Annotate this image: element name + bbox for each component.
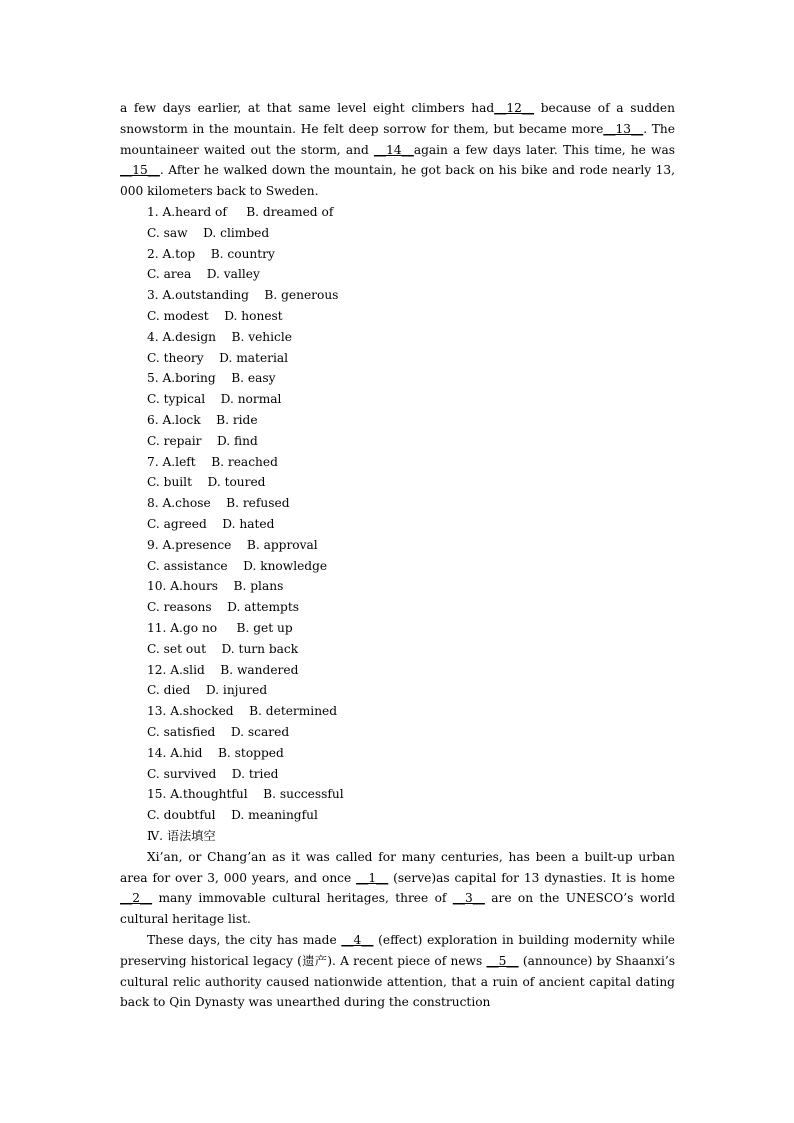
option-line: C. built D. toured: [147, 475, 266, 490]
option-line: 1. A.heard of B. dreamed of: [147, 204, 334, 219]
option-line: 8. A.chose B. refused: [147, 496, 290, 511]
blank-3: __3__: [452, 891, 485, 906]
option-line: 11. A.go no B. get up: [147, 620, 293, 635]
option-line: 13. A.shocked B. determined: [147, 704, 338, 719]
option-line: 15. A.thoughtful B. successful: [147, 787, 344, 802]
blank-15: __15__: [120, 163, 160, 178]
option-line: 6. A.lock B. ride: [147, 412, 258, 427]
option-line: C. repair D. find: [147, 433, 258, 448]
option-line: C. saw D. climbed: [147, 225, 270, 240]
passage-paragraph: [120, 930, 675, 1013]
option-line: 12. A.slid B. wandered: [147, 662, 299, 677]
text-run: (announce) by Shaanxi’s cultural relic authority caused nationwide attention, that a ruin of ancient capital dating back to Qin Dynasty was unearthed during the construction: [120, 953, 675, 1010]
option-line: C. assistance D. knowledge: [147, 558, 328, 573]
text-run: (effect) exploration in building modernity while preserving historical legacy (遗产). A recent piece of news: [120, 933, 675, 968]
text-run: are on the UNESCO’s world cultural heritage list.: [120, 891, 675, 927]
option-line: 3. A.outstanding B. generous: [147, 288, 339, 303]
options-list: [120, 202, 675, 826]
blank-1: __1__: [356, 870, 389, 885]
option-line: C. reasons D. attempts: [147, 600, 300, 615]
option-line: C. died D. injured: [147, 683, 268, 698]
option-line: C. typical D. normal: [147, 392, 282, 407]
text-run: many immovable cultural heritages, three of: [152, 891, 453, 906]
blank-2: __2__: [120, 891, 153, 906]
option-line: C. theory D. material: [147, 350, 289, 365]
blank-13: __13__: [603, 121, 644, 136]
passage-paragraph: [120, 98, 675, 202]
text-run: . The mountaineer waited out the storm, and: [120, 121, 675, 157]
section-heading: Ⅳ. 语法填空: [147, 828, 216, 843]
text-run: a few days earlier, at that same level eight climbers had: [120, 101, 495, 115]
text-run: (serve)as capital for 13 dynasties. It is home: [388, 870, 675, 885]
blank-5: __5__: [486, 953, 519, 968]
option-line: 14. A.hid B. stopped: [147, 745, 284, 760]
text-run: Xi’an, or Chang’an as it was called for many centuries, has been a built-up urban area for over 3, 000 years, and once: [120, 849, 675, 885]
option-line: C. set out D. turn back: [147, 641, 299, 656]
option-line: 2. A.top B. country: [147, 246, 275, 261]
blank-12: __12__: [494, 101, 535, 115]
option-line: C. area D. valley: [147, 267, 260, 282]
text-run: These days, the city has made: [147, 933, 342, 948]
option-line: 5. A.boring B. easy: [147, 371, 276, 386]
document-content: [120, 98, 675, 1013]
option-line: C. agreed D. hated: [147, 516, 275, 531]
option-line: C. doubtful D. meaningful: [147, 808, 318, 823]
text-run: again a few days later. This time, he was: [413, 142, 675, 157]
option-line: 9. A.presence B. approval: [147, 537, 318, 552]
option-line: C. satisfied D. scared: [147, 724, 290, 739]
option-line: 10. A.hours B. plans: [147, 579, 284, 594]
option-line: C. modest D. honest: [147, 308, 283, 323]
option-line: 4. A.design B. vehicle: [147, 329, 292, 344]
option-line: C. survived D. tried: [147, 766, 279, 781]
option-line: 7. A.left B. reached: [147, 454, 278, 469]
blank-14: __14__: [373, 142, 414, 157]
text-run: . After he walked down the mountain, he got back on his bike and rode nearly 13, 000 kilometers back to Sweden.: [120, 163, 675, 199]
passage-paragraph: [120, 847, 675, 930]
blank-4: __4__: [341, 933, 374, 948]
text-run: because of a sudden snowstorm in the mountain. He felt deep sorrow for them, but became more: [120, 101, 675, 136]
